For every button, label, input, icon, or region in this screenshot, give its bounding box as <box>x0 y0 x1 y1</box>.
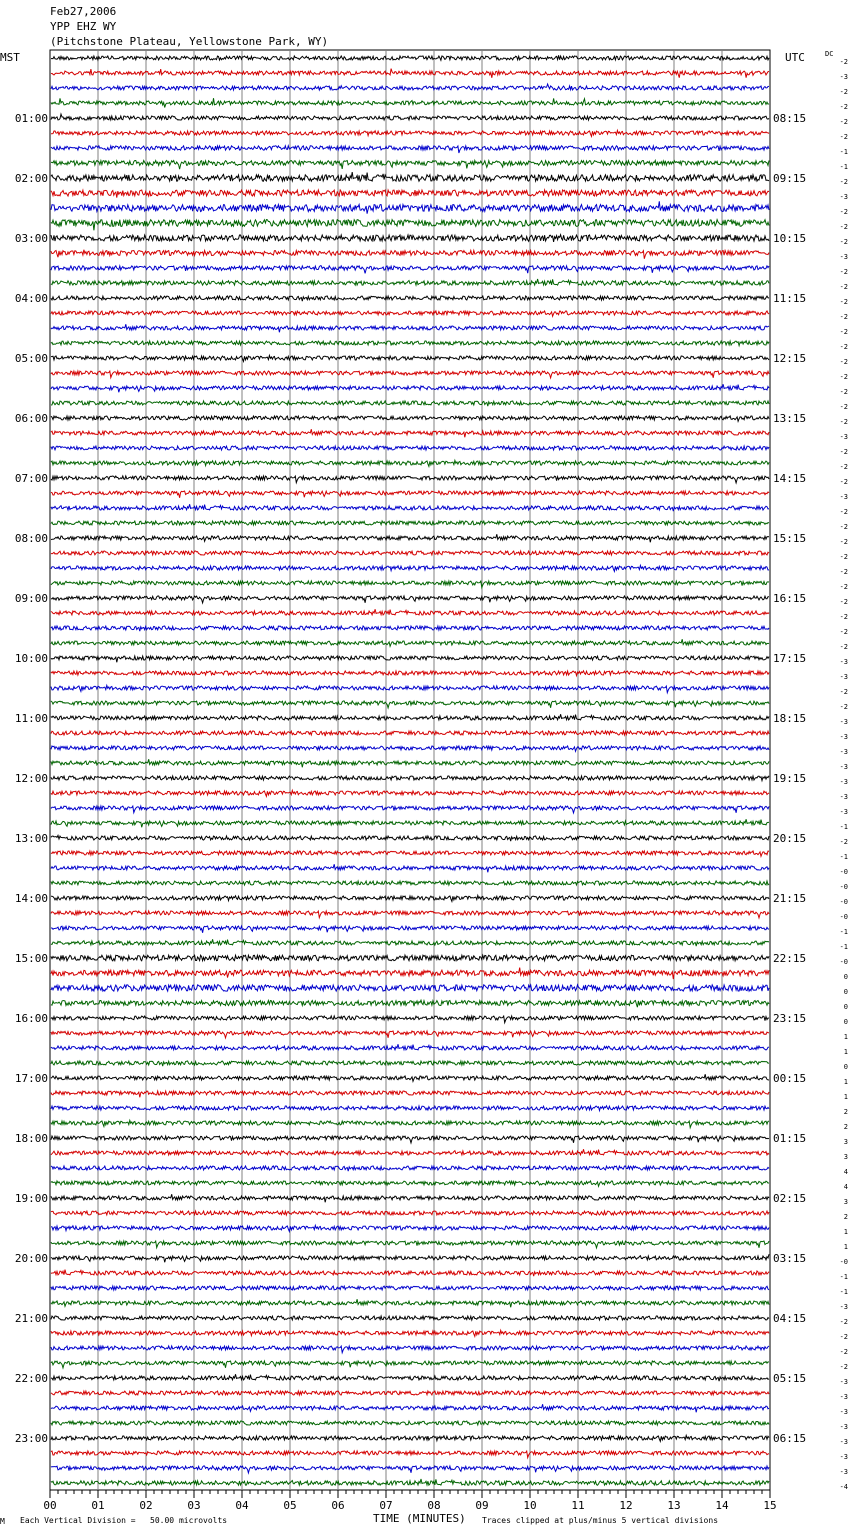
dc-offset-label: -3 <box>839 193 848 201</box>
x-axis-title: TIME (MINUTES) <box>373 1512 466 1525</box>
dc-offset-label: -2 <box>839 478 848 486</box>
mst-hour-label: 14:00 <box>14 892 48 905</box>
dc-offset-label: -2 <box>839 388 848 396</box>
trace-row-63 <box>51 1000 769 1008</box>
dc-offset-label: -2 <box>839 418 848 426</box>
trace-row-31 <box>51 521 769 525</box>
trace-row-35 <box>51 581 769 588</box>
trace-row-79 <box>51 1241 769 1248</box>
dc-offset-label: -3 <box>839 808 848 816</box>
trace-row-30 <box>51 504 769 511</box>
trace-row-10 <box>51 201 769 213</box>
dc-offset-label: -0 <box>839 1258 848 1266</box>
trace-row-46 <box>51 746 769 751</box>
mst-hour-label: 15:00 <box>14 952 48 965</box>
dc-offset-label: 1 <box>843 1048 848 1056</box>
station-code: YPP EHZ WY <box>50 20 117 33</box>
trace-row-16 <box>51 296 769 301</box>
dc-offset-label: -2 <box>839 703 848 711</box>
trace-row-36 <box>51 596 769 603</box>
mst-hour-label: 12:00 <box>14 772 48 785</box>
utc-hour-label: 12:15 <box>773 352 807 365</box>
trace-row-50 <box>51 806 769 813</box>
dc-offset-label: -2 <box>839 628 848 636</box>
trace-row-95 <box>51 1479 769 1485</box>
x-tick-label-06: 06 <box>331 1499 345 1512</box>
trace-row-1 <box>51 69 769 78</box>
dc-offset-label: 3 <box>843 1198 848 1206</box>
dc-offset-label: -2 <box>839 313 848 321</box>
utc-hour-label: 20:15 <box>773 832 807 845</box>
trace-row-74 <box>51 1166 769 1171</box>
trace-row-92 <box>51 1435 769 1441</box>
trace-row-53 <box>51 851 769 856</box>
trace-row-21 <box>51 371 769 378</box>
mst-hour-label: 19:00 <box>14 1192 48 1205</box>
dc-offset-label: -3 <box>839 658 848 666</box>
trace-row-8 <box>51 172 769 181</box>
dc-offset-label: -2 <box>839 343 848 351</box>
utc-hour-label: 00:15 <box>773 1072 807 1085</box>
trace-row-80 <box>51 1254 769 1262</box>
dc-offset-label: -3 <box>839 673 848 681</box>
dc-offset-label: -0 <box>839 868 848 876</box>
utc-hour-label: 08:15 <box>773 112 807 125</box>
dc-column-label: DC <box>825 50 834 58</box>
dc-offset-label: 2 <box>843 1108 848 1116</box>
trace-row-71 <box>51 1120 769 1127</box>
dc-offset-label: -2 <box>839 688 848 696</box>
utc-hour-label: 23:15 <box>773 1012 807 1025</box>
trace-row-68 <box>51 1074 769 1081</box>
trace-row-70 <box>51 1106 769 1111</box>
utc-hour-label: 17:15 <box>773 652 807 665</box>
dc-offset-label: -3 <box>839 793 848 801</box>
trace-row-65 <box>51 1031 769 1038</box>
x-tick-label-12: 12 <box>619 1499 633 1512</box>
trace-row-55 <box>51 881 769 885</box>
trace-row-5 <box>51 130 769 136</box>
trace-row-17 <box>51 311 769 316</box>
trace-row-77 <box>51 1211 769 1215</box>
dc-offset-label: -2 <box>839 538 848 546</box>
trace-row-18 <box>51 324 769 332</box>
dc-offset-label: -2 <box>839 328 848 336</box>
trace-row-72 <box>51 1136 769 1143</box>
trace-row-90 <box>51 1404 769 1412</box>
utc-hour-label: 14:15 <box>773 472 807 485</box>
trace-row-43 <box>51 701 769 708</box>
trace-row-87 <box>51 1361 769 1368</box>
trace-row-62 <box>51 985 769 991</box>
dc-offset-label: 1 <box>843 1093 848 1101</box>
utc-hour-label: 03:15 <box>773 1252 807 1265</box>
dc-offset-label: -2 <box>839 583 848 591</box>
trace-row-57 <box>51 911 769 918</box>
trace-row-86 <box>51 1346 769 1353</box>
trace-row-24 <box>51 416 769 421</box>
dc-offset-label: -2 <box>839 1333 848 1341</box>
dc-offset-label: -2 <box>839 598 848 606</box>
dc-offset-label: -1 <box>839 1273 848 1281</box>
mst-hour-label: 05:00 <box>14 352 48 365</box>
dc-offset-label: -2 <box>839 613 848 621</box>
mst-hour-label: 11:00 <box>14 712 48 725</box>
x-tick-label-11: 11 <box>571 1499 585 1512</box>
trace-row-58 <box>51 926 769 933</box>
dc-offset-label: 1 <box>843 1033 848 1041</box>
dc-offset-label: -2 <box>839 103 848 111</box>
trace-row-45 <box>51 731 769 736</box>
trace-row-81 <box>51 1270 769 1277</box>
dc-offset-label: 1 <box>843 1243 848 1251</box>
dc-offset-label: -3 <box>839 733 848 741</box>
dc-offset-label: -3 <box>839 763 848 771</box>
trace-row-85 <box>51 1330 769 1336</box>
dc-offset-label: -3 <box>839 1453 848 1461</box>
trace-row-91 <box>51 1421 769 1425</box>
dc-offset-label: 0 <box>843 1018 848 1026</box>
trace-row-40 <box>51 656 769 662</box>
dc-offset-label: -2 <box>839 298 848 306</box>
trace-row-66 <box>51 1044 769 1050</box>
x-tick-label-07: 07 <box>379 1499 393 1512</box>
mst-hour-label: 16:00 <box>14 1012 48 1025</box>
trace-row-4 <box>51 114 769 120</box>
mst-hour-label: 21:00 <box>14 1312 48 1325</box>
x-tick-label-01: 01 <box>91 1499 105 1512</box>
dc-offset-label: -3 <box>839 73 848 81</box>
dc-offset-label: -2 <box>839 268 848 276</box>
mst-hour-label: 22:00 <box>14 1372 48 1385</box>
dc-offset-label: 4 <box>843 1183 848 1191</box>
trace-row-60 <box>51 955 769 961</box>
trace-row-25 <box>51 429 769 437</box>
dc-offset-label: -2 <box>839 838 848 846</box>
dc-offset-label: 2 <box>843 1123 848 1131</box>
utc-hour-label: 06:15 <box>773 1432 807 1445</box>
dc-offset-label: -2 <box>839 568 848 576</box>
dc-offset-label: -3 <box>839 1303 848 1311</box>
dc-offset-label: -2 <box>839 643 848 651</box>
scale-note: Each Vertical Division = 50.00 microvolts <box>20 1516 228 1525</box>
dc-offset-label: -0 <box>839 913 848 921</box>
dc-offset-label: -2 <box>839 403 848 411</box>
clip-note: Traces clipped at plus/minus 5 vertical divisions <box>482 1516 719 1525</box>
trace-row-14 <box>51 266 769 274</box>
utc-hour-label: 04:15 <box>773 1312 807 1325</box>
trace-row-23 <box>51 401 769 406</box>
trace-row-73 <box>51 1149 769 1155</box>
trace-row-20 <box>51 355 769 361</box>
dc-offset-label: -3 <box>839 1393 848 1401</box>
trace-row-52 <box>51 835 769 841</box>
x-tick-label-13: 13 <box>667 1499 681 1512</box>
x-tick-label-15: 15 <box>763 1499 777 1512</box>
dc-offset-label: -2 <box>839 373 848 381</box>
trace-group <box>51 55 769 1485</box>
utc-hour-label: 15:15 <box>773 532 807 545</box>
x-tick-label-00: 00 <box>43 1499 57 1512</box>
x-tick-label-05: 05 <box>283 1499 297 1512</box>
trace-row-2 <box>51 84 769 90</box>
dc-offset-label: -2 <box>839 238 848 246</box>
trace-row-22 <box>51 384 769 392</box>
mst-hour-label: 03:00 <box>14 232 48 245</box>
trace-row-9 <box>51 190 769 198</box>
trace-row-51 <box>51 819 769 827</box>
dc-offset-label: 2 <box>843 1213 848 1221</box>
dc-offset-label: -3 <box>839 1378 848 1386</box>
dc-offset-label: -2 <box>839 88 848 96</box>
mst-hour-label: 20:00 <box>14 1252 48 1265</box>
dc-offset-label: -2 <box>839 448 848 456</box>
mst-hour-label: 09:00 <box>14 592 48 605</box>
mst-hour-label: 10:00 <box>14 652 48 665</box>
dc-offset-label: 1 <box>843 1228 848 1236</box>
dc-offset-label: -3 <box>839 253 848 261</box>
dc-offset-label: -1 <box>839 823 848 831</box>
dc-offset-label: 1 <box>843 1078 848 1086</box>
x-tick-label-08: 08 <box>427 1499 441 1512</box>
dc-offset-label: -2 <box>839 133 848 141</box>
trace-row-61 <box>51 968 769 979</box>
mst-hour-label: 01:00 <box>14 112 48 125</box>
dc-offset-label: -2 <box>839 508 848 516</box>
trace-row-7 <box>51 161 769 170</box>
dc-offset-label: -2 <box>839 358 848 366</box>
dc-offset-label: -0 <box>839 883 848 891</box>
trace-row-78 <box>51 1225 769 1231</box>
trace-row-56 <box>51 895 769 901</box>
trace-row-67 <box>51 1061 769 1066</box>
mst-axis-label: MST <box>0 51 20 64</box>
dc-offset-label: -1 <box>839 928 848 936</box>
x-tick-label-10: 10 <box>523 1499 537 1512</box>
dc-offset-label: -2 <box>839 1348 848 1356</box>
trace-row-0 <box>51 55 769 60</box>
trace-row-49 <box>51 790 769 796</box>
utc-hour-label: 21:15 <box>773 892 807 905</box>
dc-offset-label: -3 <box>839 778 848 786</box>
utc-hour-label: 18:15 <box>773 712 807 725</box>
trace-row-12 <box>51 235 769 242</box>
trace-row-38 <box>51 626 769 631</box>
dc-offset-label: -2 <box>839 223 848 231</box>
dc-offset-label: -2 <box>839 58 848 66</box>
dc-offset-label: -3 <box>839 1468 848 1476</box>
dc-offset-label: 4 <box>843 1168 848 1176</box>
trace-row-33 <box>51 551 769 555</box>
trace-row-59 <box>51 939 769 946</box>
dc-offset-label: -2 <box>839 178 848 186</box>
utc-hour-label: 02:15 <box>773 1192 807 1205</box>
dc-offset-label: -1 <box>839 943 848 951</box>
trace-row-27 <box>51 460 769 466</box>
logo-mark: M <box>0 1517 5 1526</box>
dc-offset-label: -2 <box>839 1363 848 1371</box>
plot-date: Feb27,2006 <box>50 5 117 18</box>
trace-row-47 <box>51 759 769 767</box>
utc-hour-label: 05:15 <box>773 1372 807 1385</box>
dc-offset-label: 0 <box>843 1063 848 1071</box>
utc-hour-label: 01:15 <box>773 1132 807 1145</box>
trace-row-37 <box>51 609 769 615</box>
trace-row-64 <box>51 1016 769 1023</box>
dc-offset-label: -0 <box>839 898 848 906</box>
dc-offset-label: 0 <box>843 988 848 996</box>
utc-hour-label: 16:15 <box>773 592 807 605</box>
dc-offset-label: -2 <box>839 463 848 471</box>
dc-offset-label: -3 <box>839 1423 848 1431</box>
dc-offset-label: 3 <box>843 1138 848 1146</box>
mst-hour-label: 07:00 <box>14 472 48 485</box>
trace-row-26 <box>51 446 769 450</box>
trace-row-93 <box>51 1451 769 1458</box>
mst-hour-label: 17:00 <box>14 1072 48 1085</box>
dc-offset-label: -3 <box>839 718 848 726</box>
utc-hour-label: 09:15 <box>773 172 807 185</box>
dc-offset-label: -3 <box>839 1408 848 1416</box>
trace-row-84 <box>51 1316 769 1320</box>
trace-row-32 <box>51 534 769 542</box>
trace-row-41 <box>51 671 769 676</box>
trace-row-11 <box>51 220 769 231</box>
dc-offset-label: -1 <box>839 1288 848 1296</box>
dc-offset-label: -3 <box>839 748 848 756</box>
mst-hour-label: 02:00 <box>14 172 48 185</box>
trace-row-83 <box>51 1299 769 1307</box>
dc-offset-label: -2 <box>839 523 848 531</box>
station-location: (Pitchstone Plateau, Yellowstone Park, WY) <box>50 35 329 48</box>
trace-row-34 <box>51 565 769 571</box>
dc-offset-label: -3 <box>839 1438 848 1446</box>
dc-offset-label: -2 <box>839 118 848 126</box>
utc-axis-label: UTC <box>785 51 805 64</box>
trace-row-39 <box>51 639 769 646</box>
trace-row-15 <box>51 279 769 285</box>
dc-offset-label: -2 <box>839 1318 848 1326</box>
mst-hour-label: 13:00 <box>14 832 48 845</box>
label-group <box>15 58 848 1512</box>
dc-offset-label: -0 <box>839 958 848 966</box>
dc-offset-label: 0 <box>843 973 848 981</box>
trace-row-89 <box>51 1391 769 1395</box>
utc-hour-label: 11:15 <box>773 292 807 305</box>
x-tick-label-03: 03 <box>187 1499 201 1512</box>
dc-offset-label: -2 <box>839 283 848 291</box>
trace-row-13 <box>51 250 769 259</box>
utc-hour-label: 10:15 <box>773 232 807 245</box>
x-tick-label-14: 14 <box>715 1499 729 1512</box>
trace-row-3 <box>51 98 769 107</box>
mst-hour-label: 04:00 <box>14 292 48 305</box>
trace-row-82 <box>51 1286 769 1290</box>
mst-hour-label: 08:00 <box>14 532 48 545</box>
trace-row-88 <box>51 1374 769 1381</box>
mst-hour-label: 18:00 <box>14 1132 48 1145</box>
utc-hour-label: 13:15 <box>773 412 807 425</box>
x-tick-label-09: 09 <box>475 1499 489 1512</box>
dc-offset-label: 3 <box>843 1153 848 1161</box>
dc-offset-label: -3 <box>839 493 848 501</box>
x-tick-label-04: 04 <box>235 1499 249 1512</box>
dc-offset-label: -4 <box>839 1483 848 1491</box>
trace-row-48 <box>51 776 769 781</box>
trace-row-28 <box>51 476 769 483</box>
utc-hour-label: 19:15 <box>773 772 807 785</box>
mst-hour-label: 23:00 <box>14 1432 48 1445</box>
mst-hour-label: 06:00 <box>14 412 48 425</box>
x-tick-label-02: 02 <box>139 1499 153 1512</box>
dc-offset-label: -2 <box>839 208 848 216</box>
dc-offset-label: -1 <box>839 148 848 156</box>
dc-offset-label: -2 <box>839 553 848 561</box>
trace-row-29 <box>51 491 769 498</box>
trace-row-54 <box>51 864 769 872</box>
trace-row-69 <box>51 1091 769 1097</box>
trace-row-75 <box>51 1181 769 1186</box>
trace-row-19 <box>51 341 769 346</box>
trace-row-42 <box>51 685 769 692</box>
trace-row-44 <box>51 714 769 720</box>
trace-row-76 <box>51 1194 769 1202</box>
dc-offset-label: -1 <box>839 163 848 171</box>
trace-row-94 <box>51 1466 769 1473</box>
dc-offset-label: -3 <box>839 433 848 441</box>
dc-offset-label: -1 <box>839 853 848 861</box>
dc-offset-label: 0 <box>843 1003 848 1011</box>
utc-hour-label: 22:15 <box>773 952 807 965</box>
trace-row-6 <box>51 146 769 153</box>
